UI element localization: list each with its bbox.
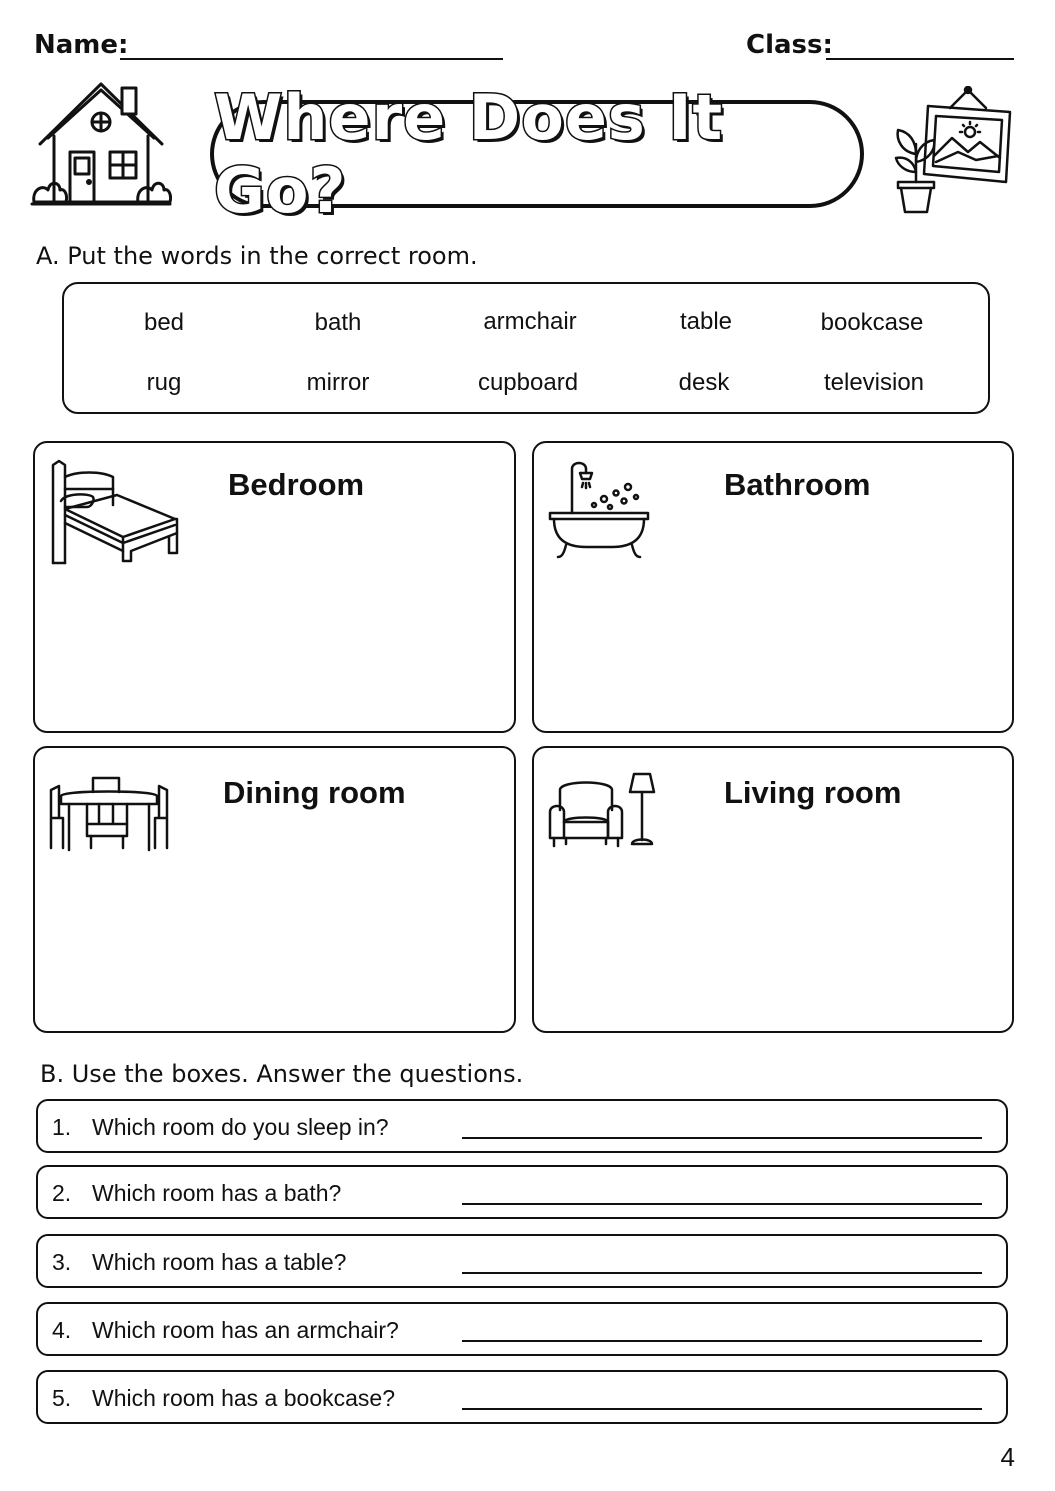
page-number: 4 — [1000, 1442, 1015, 1472]
word-desk[interactable]: desk — [678, 369, 730, 396]
bathroom-box[interactable] — [532, 441, 1014, 733]
dining-table-icon — [47, 776, 171, 854]
bedroom-box[interactable] — [33, 441, 516, 733]
living-room-title: Living room — [724, 775, 902, 810]
word-rug[interactable]: rug — [146, 369, 182, 396]
picture-frame-icon — [922, 86, 1016, 186]
word-bookcase[interactable]: bookcase — [820, 309, 924, 336]
question-row — [36, 1302, 1008, 1356]
word-mirror[interactable]: mirror — [306, 369, 370, 396]
section-a-instruction: A. Put the words in the correct room. — [36, 242, 478, 270]
question-number: 3. — [52, 1249, 72, 1275]
page-title: Where Does It Go? — [214, 81, 724, 227]
question-number: 2. — [52, 1180, 72, 1206]
word-cupboard[interactable]: cupboard — [477, 369, 579, 396]
word-bank — [62, 282, 990, 414]
bed-icon — [47, 459, 183, 567]
question-number: 1. — [52, 1114, 72, 1140]
answer-line-2[interactable] — [462, 1203, 982, 1205]
class-label: Class: — [746, 30, 833, 60]
title-banner — [210, 81, 864, 227]
answer-line-5[interactable] — [462, 1408, 982, 1410]
word-armchair[interactable]: armchair — [483, 308, 577, 335]
word-bath[interactable]: bath — [314, 309, 362, 336]
question-text: Which room has an armchair? — [92, 1317, 399, 1343]
word-bed[interactable]: bed — [143, 309, 185, 336]
question-text: Which room has a table? — [92, 1249, 347, 1275]
bathtub-icon — [546, 457, 652, 563]
class-field[interactable] — [826, 36, 1014, 60]
question-row — [36, 1370, 1008, 1424]
question-row — [36, 1099, 1008, 1153]
bathroom-title: Bathroom — [724, 467, 871, 502]
question-text: Which room do you sleep in? — [92, 1114, 389, 1140]
question-number: 4. — [52, 1317, 72, 1343]
word-table[interactable]: table — [679, 308, 733, 335]
word-television[interactable]: television — [823, 369, 925, 396]
name-label: Name: — [34, 30, 129, 60]
question-text: Which room has a bookcase? — [92, 1385, 395, 1411]
question-number: 5. — [52, 1385, 72, 1411]
section-b-instruction: B. Use the boxes. Answer the questions. — [40, 1060, 524, 1088]
name-field[interactable] — [120, 36, 503, 60]
dining-room-box[interactable] — [33, 746, 516, 1033]
armchair-icon — [546, 774, 626, 854]
answer-line-3[interactable] — [462, 1272, 982, 1274]
question-row — [36, 1234, 1008, 1288]
answer-line-4[interactable] — [462, 1340, 982, 1342]
question-row — [36, 1165, 1008, 1219]
house-icon — [30, 78, 172, 208]
floor-lamp-icon — [626, 770, 658, 850]
bedroom-title: Bedroom — [228, 467, 365, 502]
living-room-box[interactable] — [532, 746, 1014, 1033]
answer-line-1[interactable] — [462, 1137, 982, 1139]
dining-room-title: Dining room — [223, 775, 406, 810]
question-text: Which room has a bath? — [92, 1180, 342, 1206]
